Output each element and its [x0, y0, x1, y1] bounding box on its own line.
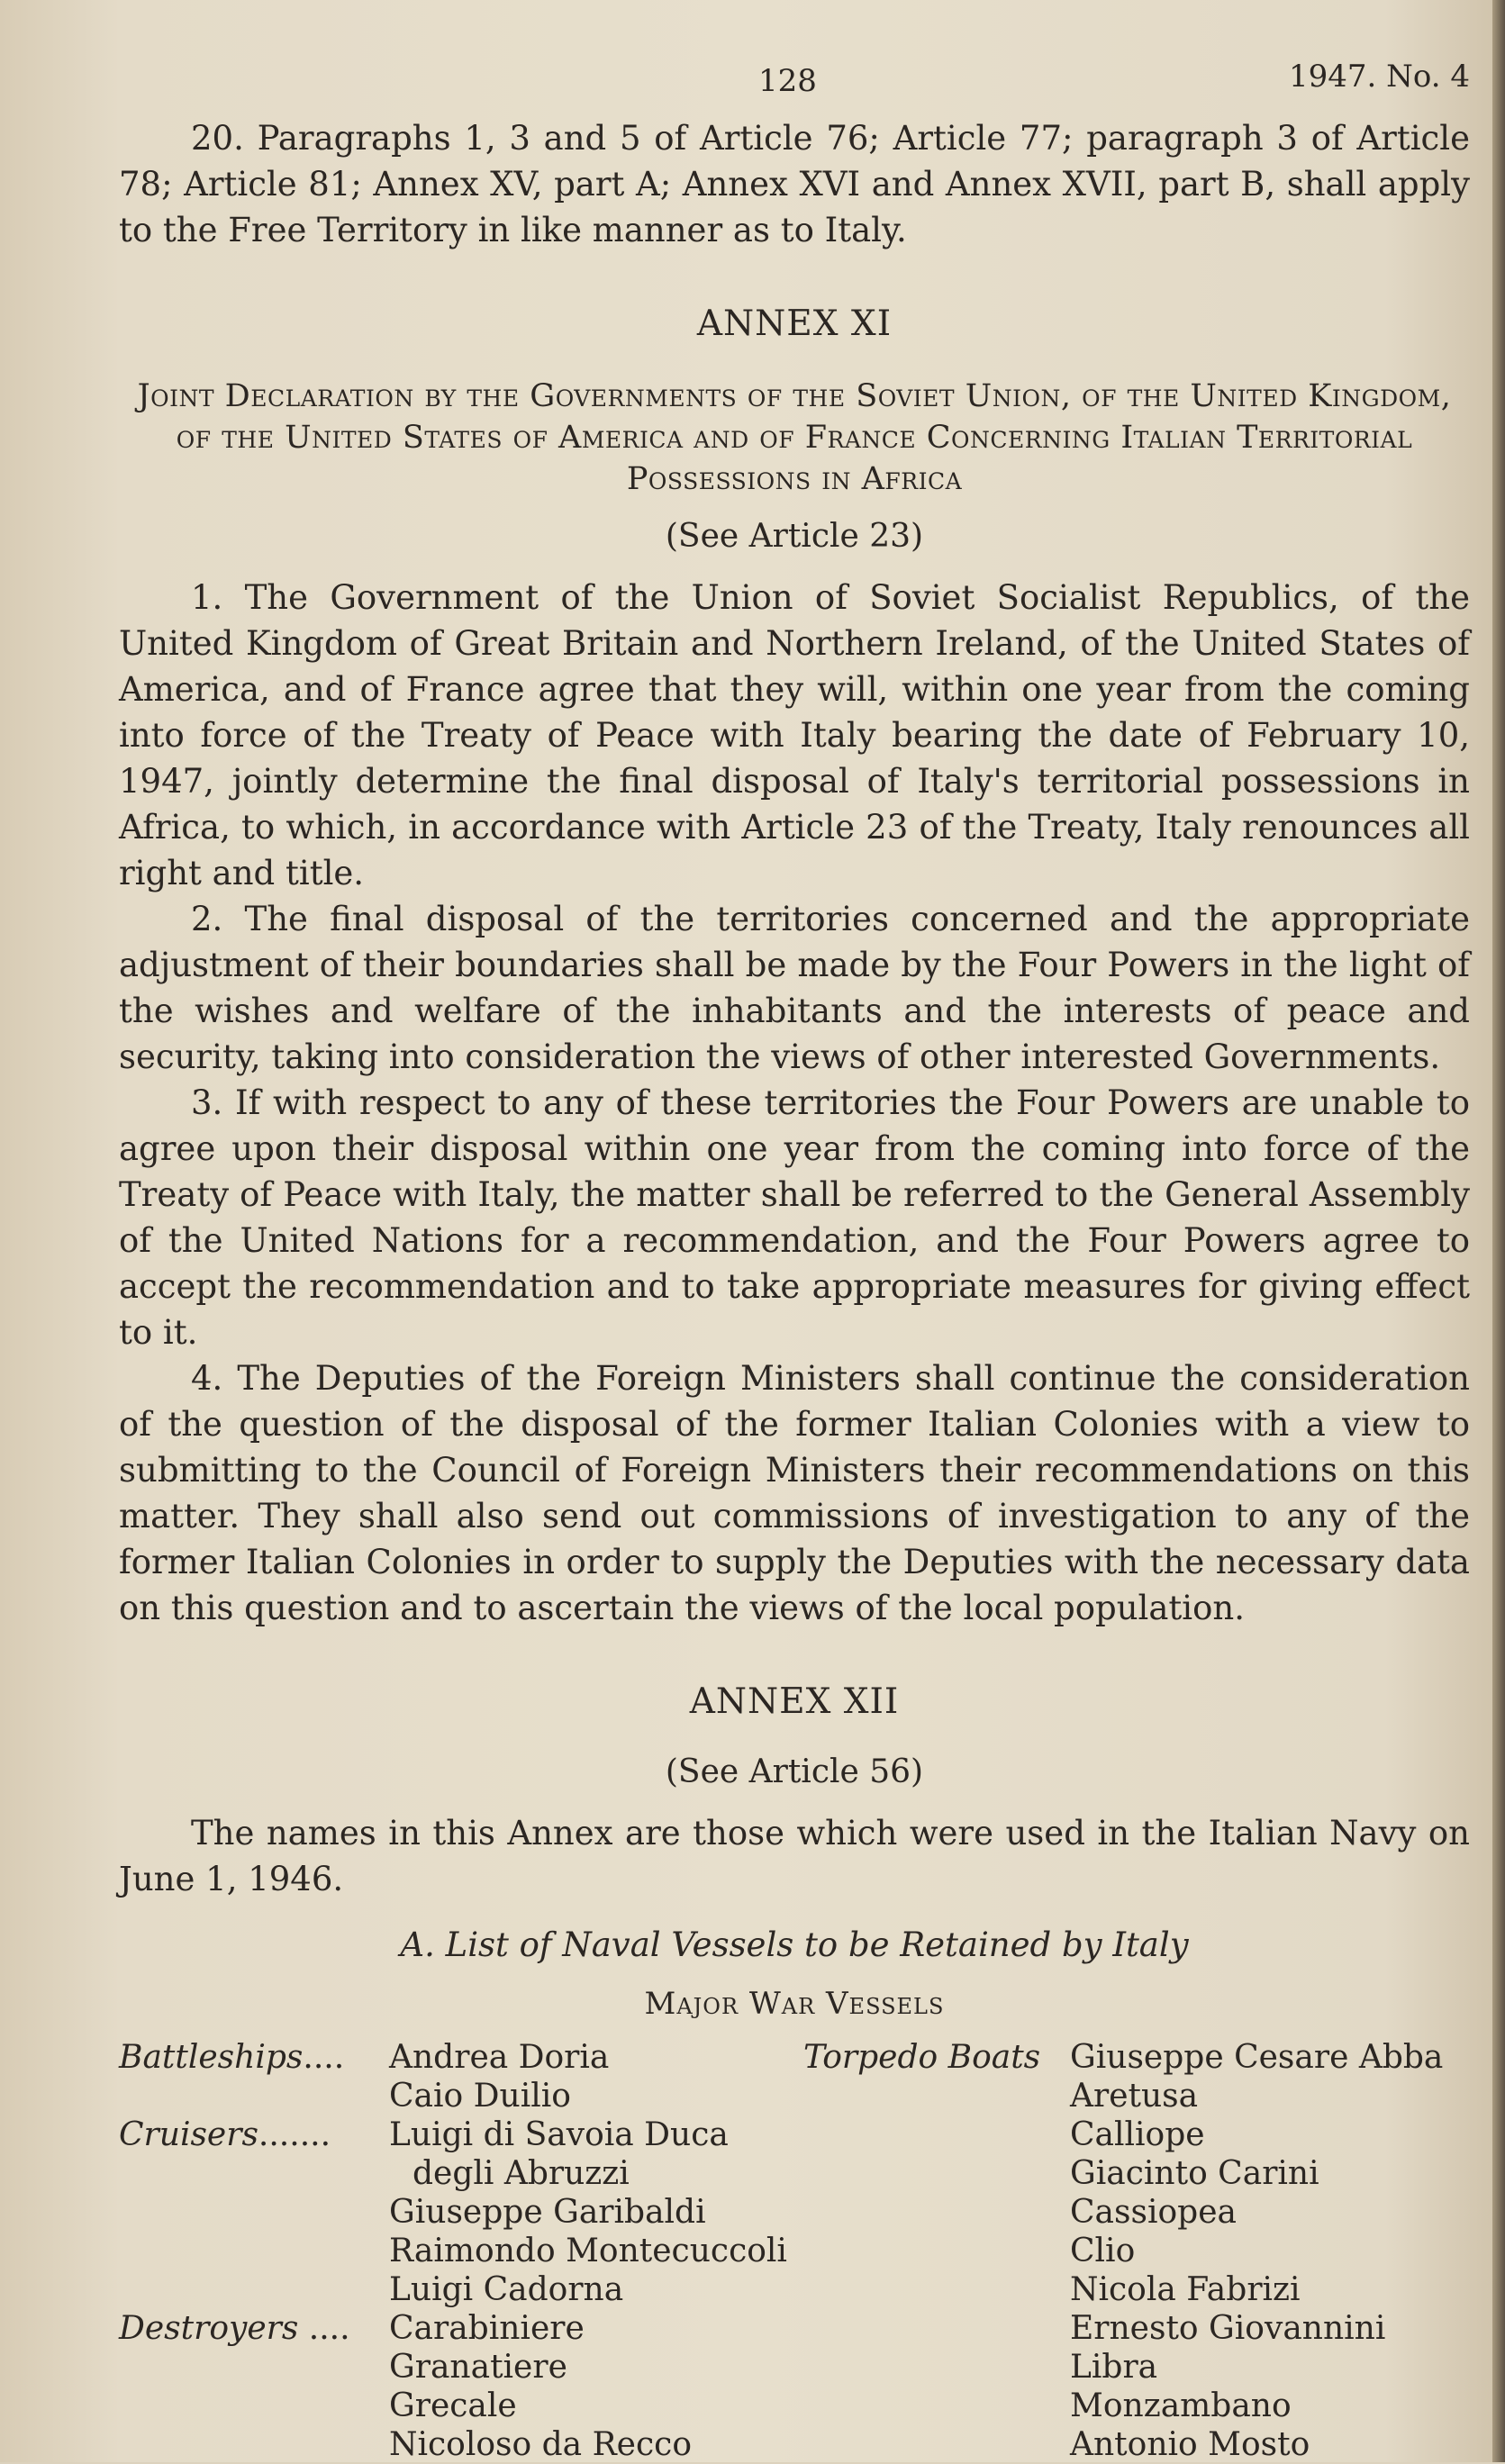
vessel-name: Grecale [389, 2387, 517, 2424]
vessel-row [803, 2348, 1470, 2387]
right-vessel-column [803, 2038, 1470, 2464]
annex-xii-title: ANNEX XII [689, 1681, 900, 1722]
vessel-name: degli Abruzzi [413, 2155, 630, 2192]
vessel-name: Luigi Cadorna [389, 2271, 624, 2308]
annex-xi-paragraph-3: 3. If with respect to any of these territories the Four Powers are unable to agree upon their disposal within one year from the coming into force of the Treaty of Peace with Italy, the matter shall be referred to the General Assembly of the United Nations for a recommendation, and the Four Powers agree to accept the recommendation and to take appropriate measures for giving effect to it. [119, 1083, 1470, 1352]
left-vessel-column [119, 2038, 803, 2464]
vessel-lists [119, 2038, 1470, 2464]
vessel-row [803, 2425, 1470, 2464]
vessel-row [119, 2154, 803, 2193]
annex-xi-title: ANNEX XI [696, 303, 893, 344]
vessel-name: Antonio Mosto [1070, 2426, 1310, 2463]
torpedo-boats-label: Torpedo Boats [803, 2039, 1041, 2076]
vessel-name: Libra [1070, 2349, 1158, 2386]
vessel-row [119, 2425, 803, 2464]
vessel-name: Ernesto Giovannini [1070, 2310, 1386, 2347]
vessel-category: Battleships.... [119, 2039, 345, 2076]
paragraph-20: 20. Paragraphs 1, 3 and 5 of Article 76; Article 77; paragraph 3 of Article 78; Article 81; Annex XV, part A; Annex XVI and Annex XVII, part B, shall apply to the Free Territory in like manner as to Italy. [119, 119, 1470, 249]
vessel-name: Aretusa [1070, 2078, 1199, 2115]
vessel-row [803, 2232, 1470, 2270]
annex-xi-heading: Joint Declaration by the Governments of the Soviet Union, of the United Kingdom, of the United States of America and of France Concerning Italian Territorial Possessions in Africa [137, 378, 1452, 497]
vessel-row [119, 2348, 803, 2387]
vessel-row [119, 2038, 803, 2077]
page-number: 128 [758, 63, 817, 99]
vessel-name: Raimondo Montecuccoli [389, 2233, 787, 2269]
vessel-category: Destroyers .... [119, 2310, 350, 2347]
vessel-name: Granatiere [389, 2349, 567, 2386]
vessel-name: Calliope [1070, 2116, 1205, 2153]
annex-xi-paragraph-1: 1. The Government of the Union of Soviet Socialist Republics, of the United Kingdom of Great Britain and Northern Ireland, of the United States of America, and of France agree that they will, within one year from the coming into force of the Treaty of Peace with Italy bearing the date of February 10, 1947, jointly determine the final disposal of Italy's territorial possessions in Africa, to which, in accordance with Article 23 of the Treaty, Italy renounces all right and title. [119, 578, 1470, 892]
vessel-name: Luigi di Savoia Duca [389, 2116, 729, 2153]
vessel-category: Cruisers....... [119, 2116, 331, 2153]
vessel-name: Andrea Doria [389, 2039, 610, 2076]
vessel-name: Giuseppe Cesare Abba [1070, 2039, 1444, 2076]
vessel-name: Clio [1070, 2233, 1136, 2269]
vessel-name: Nicoloso da Recco [389, 2426, 692, 2463]
year-number: 1947. No. 4 [1288, 59, 1470, 95]
page-header [119, 54, 1470, 108]
vessel-name: Monzambano [1070, 2387, 1292, 2424]
vessel-row [803, 2077, 1470, 2115]
annex-xi-paragraph-2: 2. The final disposal of the territories concerned and the appropriate adjustment of their boundaries shall be made by the Four Powers in the light of the wishes and welfare of the inhabitants and the interests of peace and security, taking into consideration the views of other interested Governments. [119, 900, 1470, 1076]
vessel-row [803, 2154, 1470, 2193]
major-war-vessels-heading: Major War Vessels [644, 1986, 945, 2022]
vessel-row [803, 2309, 1470, 2348]
vessel-row [803, 2038, 1470, 2077]
vessel-row [803, 2193, 1470, 2232]
vessel-row [119, 2309, 803, 2348]
annex-xi-see-article: (See Article 23) [665, 518, 924, 555]
vessel-row [119, 2115, 803, 2154]
vessel-row [119, 2077, 803, 2115]
vessel-row [119, 2232, 803, 2270]
vessel-list-title: A. List of Naval Vessels to be Retained by Italy [400, 1925, 1189, 1964]
vessel-row [803, 2270, 1470, 2309]
vessel-row [803, 2115, 1470, 2154]
vessel-row [119, 2270, 803, 2309]
annex-xii-intro: The names in this Annex are those which were used in the Italian Navy on June 1, 1946. [119, 1814, 1470, 1898]
vessel-row [119, 2193, 803, 2232]
vessel-name: Nicola Fabrizi [1070, 2271, 1301, 2308]
page-content [119, 54, 1470, 2464]
vessel-name: Giacinto Carini [1070, 2155, 1319, 2192]
vessel-row [119, 2387, 803, 2425]
annex-xi-paragraph-4: 4. The Deputies of the Foreign Ministers shall continue the consideration of the question of the disposal of the former Italian Colonies with a view to submitting to the Council of Foreign Ministers their recommendations on this matter. They shall also send out commissions of investigation to any of the former Italian Colonies in order to supply the Deputies with the necessary data on this question and to ascertain the views of the local population. [119, 1359, 1470, 1627]
vessel-row [803, 2387, 1470, 2425]
vessel-name: Carabiniere [389, 2310, 585, 2347]
annex-xii-see-article: (See Article 56) [665, 1753, 924, 1790]
vessel-name: Caio Duilio [389, 2078, 571, 2115]
vessel-name: Giuseppe Garibaldi [389, 2194, 706, 2231]
vessel-name: Cassiopea [1070, 2194, 1237, 2231]
page-binding-edge [1492, 0, 1505, 2462]
